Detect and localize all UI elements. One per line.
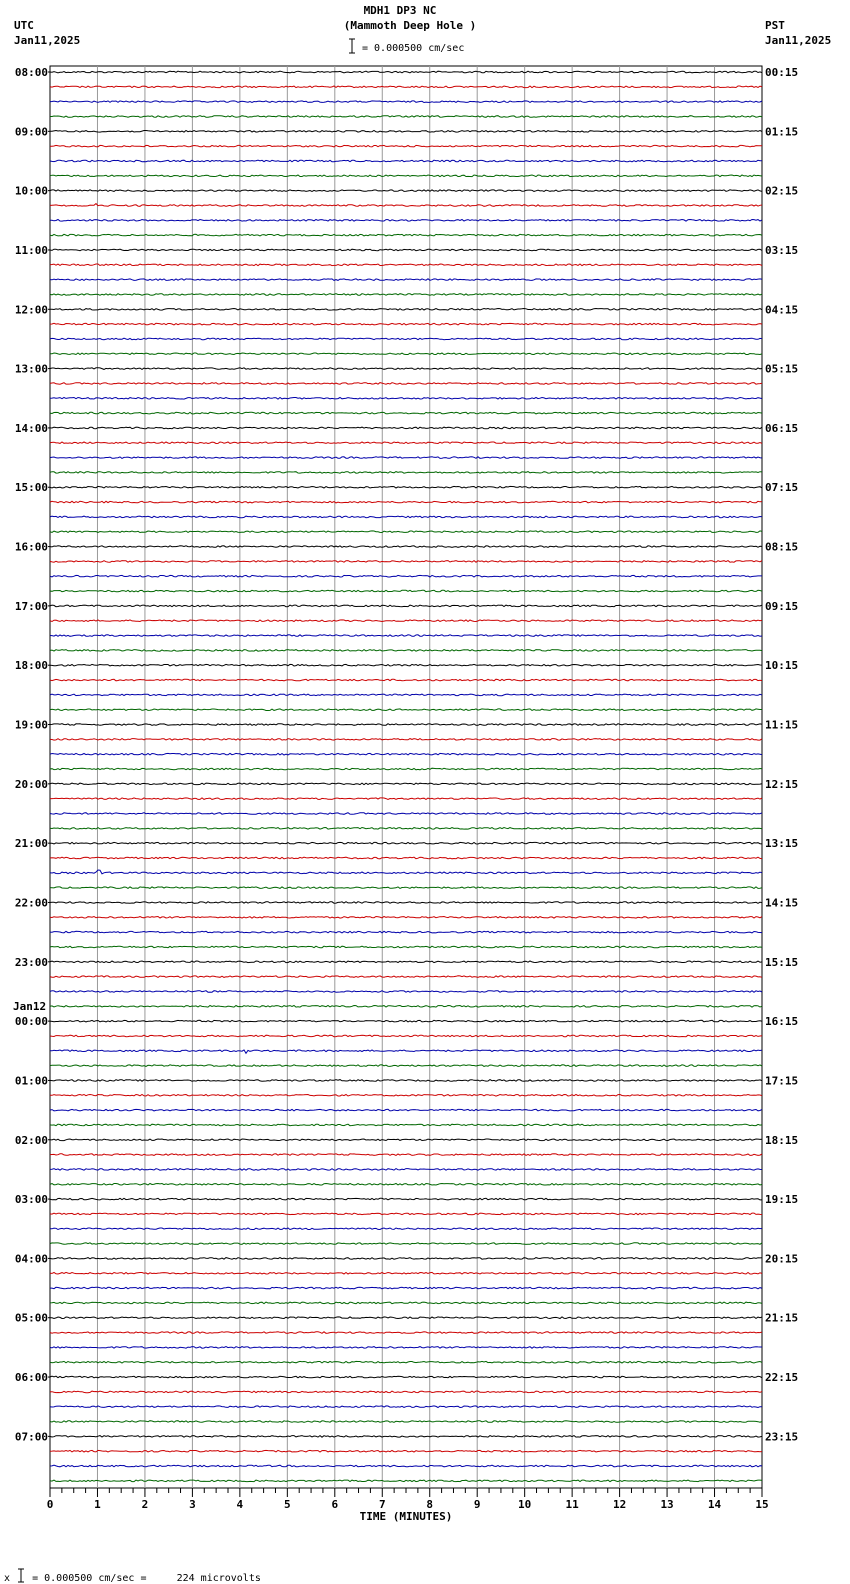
trace-line [50, 1480, 762, 1482]
left-hour-label: 06:00 [14, 1371, 48, 1385]
left-hour-label: 07:00 [14, 1430, 48, 1444]
trace-line [50, 1050, 762, 1053]
trace-line [50, 709, 762, 711]
trace-line [50, 1258, 762, 1260]
right-hour-label: 21:15 [765, 1311, 799, 1325]
scale-label: = 0.000500 cm/sec [362, 43, 465, 54]
trace-line [50, 234, 762, 236]
trace-line [50, 1421, 762, 1423]
trace-line [50, 1391, 762, 1393]
right-hour-label: 12:15 [765, 777, 799, 791]
left-hour-label: 21:00 [14, 837, 48, 851]
x-tick-label: 8 [426, 1498, 434, 1511]
trace-line [50, 1376, 762, 1378]
trace-line [50, 86, 762, 88]
trace-line [50, 561, 762, 563]
trace-line [50, 279, 762, 281]
right-hour-label: 01:15 [765, 125, 799, 139]
trace-line [50, 204, 762, 207]
trace-line [50, 1184, 762, 1186]
left-hour-label: 05:00 [14, 1311, 48, 1325]
trace-line [50, 635, 762, 637]
trace-line [50, 813, 762, 815]
trace-line [50, 1436, 762, 1438]
x-tick-label: 4 [236, 1498, 244, 1511]
right-hour-label: 18:15 [765, 1133, 799, 1147]
trace-line [50, 991, 762, 993]
trace-line [50, 739, 762, 741]
trace-line [50, 1139, 762, 1141]
right-hour-label: 14:15 [765, 896, 799, 910]
trace-line [50, 870, 762, 874]
trace-line [50, 1080, 762, 1082]
trace-line [50, 1198, 762, 1200]
trace-line [50, 679, 762, 681]
left-hour-label: 01:00 [14, 1074, 48, 1088]
x-tick-label: 3 [189, 1498, 196, 1511]
trace-line [50, 620, 762, 622]
right-hour-label: 23:15 [765, 1430, 799, 1444]
trace-line [50, 71, 762, 73]
trace-line [50, 1095, 762, 1097]
trace-line [50, 101, 762, 103]
right-hour-label: 04:15 [765, 303, 799, 317]
left-hour-label: 10:00 [14, 184, 48, 198]
left-hour-label: 16:00 [14, 540, 48, 554]
x-tick-label: 15 [755, 1498, 769, 1511]
x-tick-label: 2 [141, 1498, 149, 1511]
trace-line [50, 1154, 762, 1156]
trace-line [50, 546, 762, 548]
right-hour-label: 20:15 [765, 1252, 799, 1266]
trace-line [50, 694, 762, 696]
trace-line [50, 353, 762, 355]
trace-line [50, 309, 762, 311]
right-date: Jan11,2025 [765, 34, 832, 47]
right-hour-label: 09:15 [765, 599, 799, 613]
trace-line [50, 1317, 762, 1319]
trace-line [50, 664, 762, 666]
left-hour-label: 02:00 [14, 1133, 48, 1147]
footer-scale [4, 1568, 261, 1584]
trace-line [50, 486, 762, 488]
trace-line [50, 976, 762, 978]
trace-line [50, 1065, 762, 1067]
right-hour-label: 03:15 [765, 243, 799, 257]
left-hour-label: 23:00 [14, 955, 48, 969]
trace-line [50, 457, 762, 459]
trace-line [50, 857, 762, 859]
location-title: (Mammoth Deep Hole ) [343, 19, 477, 32]
trace-line [50, 175, 762, 177]
trace-line [50, 1020, 762, 1022]
trace-line [50, 338, 762, 340]
trace-line [50, 249, 762, 251]
trace-line [50, 650, 762, 652]
right-hour-label: 06:15 [765, 421, 799, 435]
trace-line [50, 116, 762, 118]
left-hour-label: 11:00 [14, 243, 48, 257]
trace-line [50, 531, 762, 533]
trace-line [50, 160, 762, 162]
right-hour-label: 13:15 [765, 837, 799, 851]
left-hour-label: 17:00 [14, 599, 48, 613]
trace-line [50, 1287, 762, 1289]
left-hour-label: 15:00 [14, 481, 48, 495]
left-timezone: UTC [14, 19, 34, 32]
footer-scale-bar-icon [16, 1568, 26, 1584]
left-hour-label: 08:00 [14, 66, 48, 79]
left-hour-label: 20:00 [14, 777, 48, 791]
trace-line [50, 590, 762, 592]
trace-line [50, 575, 762, 577]
right-hour-label: 07:15 [765, 481, 799, 495]
trace-line [50, 887, 762, 889]
trace-line [50, 516, 762, 518]
left-hour-label: 18:00 [14, 659, 48, 673]
trace-line [50, 1450, 762, 1452]
trace-line [50, 1272, 762, 1274]
trace-line [50, 398, 762, 400]
station-title: MDH1 DP3 NC [363, 4, 437, 17]
x-tick-label: 5 [284, 1498, 291, 1511]
trace-line [50, 412, 762, 414]
trace-line [50, 842, 762, 844]
trace-line [50, 131, 762, 133]
trace-line [50, 961, 762, 963]
trace-line [50, 472, 762, 474]
trace-line [50, 828, 762, 830]
trace-line [50, 1213, 762, 1215]
trace-line [50, 1361, 762, 1363]
x-tick-label: 13 [660, 1498, 674, 1511]
trace-line [50, 1228, 762, 1230]
right-hour-label: 15:15 [765, 955, 799, 969]
left-hour-label: 03:00 [14, 1193, 48, 1207]
trace-line [50, 768, 762, 770]
right-timezone: PST [765, 19, 785, 32]
x-tick-label: 12 [612, 1498, 627, 1511]
right-hour-label: 02:15 [765, 184, 799, 198]
right-hour-label: 19:15 [765, 1193, 799, 1207]
x-tick-label: 6 [331, 1498, 339, 1511]
trace-line [50, 294, 762, 296]
x-tick-label: 14 [707, 1498, 722, 1511]
x-tick-label: 0 [46, 1498, 54, 1511]
trace-line [50, 783, 762, 785]
trace-line [50, 798, 762, 800]
x-tick-label: 10 [518, 1498, 532, 1511]
right-hour-label: 17:15 [765, 1074, 799, 1088]
trace-line [50, 427, 762, 429]
trace-line [50, 1347, 762, 1349]
x-tick-label: 1 [94, 1498, 101, 1511]
trace-line [50, 220, 762, 222]
right-hour-label: 00:15 [765, 66, 799, 79]
trace-line [50, 1465, 762, 1467]
x-axis-label: TIME (MINUTES) [359, 1510, 453, 1523]
right-hour-label: 11:15 [765, 718, 799, 732]
trace-line [50, 1006, 762, 1008]
left-date: Jan11,2025 [14, 34, 81, 47]
trace-line [50, 190, 762, 192]
trace-line [50, 917, 762, 919]
trace-line [50, 946, 762, 948]
x-tick-label: 9 [473, 1498, 481, 1511]
trace-line [50, 1243, 762, 1245]
left-hour-label: 19:00 [14, 718, 48, 732]
trace-line [50, 1169, 762, 1171]
trace-line [50, 323, 762, 325]
trace-line [50, 931, 762, 933]
left-hour-label: 04:00 [14, 1252, 48, 1266]
trace-line [50, 1124, 762, 1126]
trace-line [50, 724, 762, 726]
right-hour-label: 22:15 [765, 1371, 799, 1385]
left-hour-label: 13:00 [14, 362, 48, 376]
trace-line [50, 1109, 762, 1111]
left-hour-label: 14:00 [14, 421, 48, 435]
date-change-label: Jan12 [13, 1000, 47, 1014]
trace-line [50, 1035, 762, 1037]
left-hour-label: 22:00 [14, 896, 48, 910]
right-hour-label: 05:15 [765, 362, 799, 376]
right-hour-label: 16:15 [765, 1015, 799, 1029]
trace-line [50, 264, 762, 266]
trace-line [50, 145, 762, 147]
trace-line [50, 368, 762, 370]
left-hour-label: 00:00 [14, 1015, 48, 1029]
trace-line [50, 1406, 762, 1408]
x-tick-label: 11 [565, 1498, 579, 1511]
footer-marker-icon: x [4, 1573, 11, 1584]
trace-line [50, 902, 762, 904]
left-hour-label: 09:00 [14, 125, 48, 139]
trace-line [50, 605, 762, 607]
trace-line [50, 501, 762, 503]
right-hour-label: 10:15 [765, 659, 799, 673]
x-tick-label: 7 [378, 1498, 386, 1511]
left-hour-label: 12:00 [14, 303, 48, 317]
trace-line [50, 1302, 762, 1304]
right-hour-label: 08:15 [765, 540, 799, 554]
trace-line [50, 383, 762, 385]
trace-line [50, 1332, 762, 1334]
trace-line [50, 753, 762, 755]
trace-line [50, 442, 762, 444]
footer-scale-text: = 0.000500 cm/sec = 224 microvolts [32, 1573, 261, 1584]
